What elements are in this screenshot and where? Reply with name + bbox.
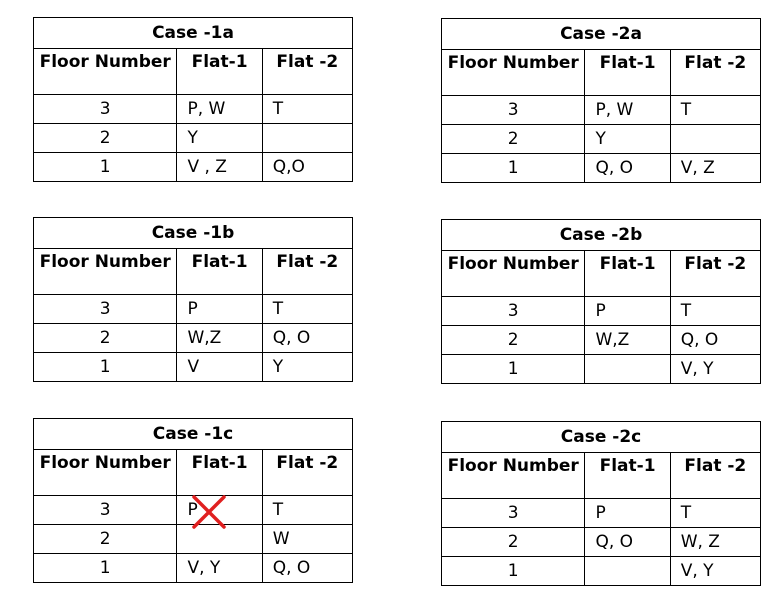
flat-1-cell (177, 496, 262, 525)
flat-2-cell: Q,O (262, 153, 352, 182)
case-table (441, 18, 761, 183)
flat-1-cell: V, Y (177, 554, 262, 583)
floor-number-header: Floor Number (442, 50, 585, 96)
flat-2-cell: T (262, 95, 352, 124)
flat-2-cell: Y (262, 353, 352, 382)
flat-1-cell: P (585, 297, 670, 326)
table-row (34, 95, 353, 124)
flat-2-cell: V, Z (670, 154, 760, 183)
floor-cell: 3 (34, 95, 177, 124)
flat-1-cell: P (177, 295, 262, 324)
floor-cell: 1 (442, 154, 585, 183)
flat-1-header: Flat-1 (177, 450, 262, 496)
flat-2-cell: V, Y (670, 355, 760, 384)
case-title: Case -1c (34, 419, 353, 450)
flat-2-cell: W (262, 525, 352, 554)
flat-2-cell: V, Y (670, 557, 760, 586)
flat-2-cell: Q, O (262, 554, 352, 583)
flat-2-header: Flat -2 (670, 251, 760, 297)
table-row (34, 324, 353, 353)
table-row (34, 554, 353, 583)
case-table (33, 217, 353, 382)
flat-1-cell: Y (585, 125, 670, 154)
flat-1-header: Flat-1 (585, 251, 670, 297)
flat-1-cell (585, 355, 670, 384)
floor-cell: 2 (442, 528, 585, 557)
table-row (34, 496, 353, 525)
flat-2-cell: T (670, 297, 760, 326)
table-row (442, 154, 761, 183)
floor-cell: 1 (34, 153, 177, 182)
flat-2-cell: Q, O (670, 326, 760, 355)
floor-cell: 2 (34, 324, 177, 353)
case-table (441, 421, 761, 586)
flat-2-header: Flat -2 (670, 453, 760, 499)
flat-2-cell: T (670, 499, 760, 528)
floor-number-header: Floor Number (34, 49, 177, 95)
floor-number-header: Floor Number (34, 450, 177, 496)
floor-cell: 3 (34, 496, 177, 525)
flat-1-cell: Y (177, 124, 262, 153)
case-title: Case -2c (442, 422, 761, 453)
case-table (33, 418, 353, 583)
flat-1-cell (585, 557, 670, 586)
flat-1-cell: Q, O (585, 528, 670, 557)
floor-number-header: Floor Number (34, 249, 177, 295)
case-table (441, 219, 761, 384)
flat-1-cell: P, W (177, 95, 262, 124)
floor-cell: 2 (34, 124, 177, 153)
floor-cell: 1 (442, 355, 585, 384)
flat-1-cell: V , Z (177, 153, 262, 182)
flat-1-header: Flat-1 (585, 50, 670, 96)
floor-cell: 1 (34, 353, 177, 382)
table-row (442, 355, 761, 384)
flat-1-cell: P, W (585, 96, 670, 125)
flat-2-cell: T (262, 496, 352, 525)
floor-cell: 3 (442, 96, 585, 125)
table-row (34, 153, 353, 182)
floor-cell: 1 (34, 554, 177, 583)
table-row (34, 353, 353, 382)
case-title: Case -1b (34, 218, 353, 249)
flat-2-header: Flat -2 (670, 50, 760, 96)
flat-2-cell: W, Z (670, 528, 760, 557)
table-row (442, 528, 761, 557)
table-row (442, 297, 761, 326)
floor-number-header: Floor Number (442, 251, 585, 297)
flat-2-header: Flat -2 (262, 450, 352, 496)
floor-cell: 3 (442, 297, 585, 326)
flat-1-header: Flat-1 (585, 453, 670, 499)
flat-1-cell: W,Z (177, 324, 262, 353)
flat-1-cell: V (177, 353, 262, 382)
flat-1-cell: P (585, 499, 670, 528)
flat-2-cell: Q, O (262, 324, 352, 353)
flat-1-header: Flat-1 (177, 49, 262, 95)
case-title: Case -2b (442, 220, 761, 251)
cell-text: P (187, 500, 198, 520)
flat-2-cell (262, 124, 352, 153)
floor-cell: 1 (442, 557, 585, 586)
flat-2-cell: T (670, 96, 760, 125)
case-title: Case -1a (34, 18, 353, 49)
table-row (34, 124, 353, 153)
cross-mark-icon (191, 494, 227, 530)
case-table (33, 17, 353, 182)
floor-number-header: Floor Number (442, 453, 585, 499)
floor-cell: 2 (442, 125, 585, 154)
flat-1-header: Flat-1 (177, 249, 262, 295)
flat-2-header: Flat -2 (262, 49, 352, 95)
flat-2-cell (670, 125, 760, 154)
table-row (442, 125, 761, 154)
table-row (442, 499, 761, 528)
floor-cell: 2 (34, 525, 177, 554)
case-title: Case -2a (442, 19, 761, 50)
table-row (442, 557, 761, 586)
table-row (442, 326, 761, 355)
flat-1-cell: Q, O (585, 154, 670, 183)
flat-1-cell: W,Z (585, 326, 670, 355)
flat-2-header: Flat -2 (262, 249, 352, 295)
floor-cell: 3 (34, 295, 177, 324)
table-row (442, 96, 761, 125)
floor-cell: 2 (442, 326, 585, 355)
flat-2-cell: T (262, 295, 352, 324)
floor-cell: 3 (442, 499, 585, 528)
table-row (34, 295, 353, 324)
